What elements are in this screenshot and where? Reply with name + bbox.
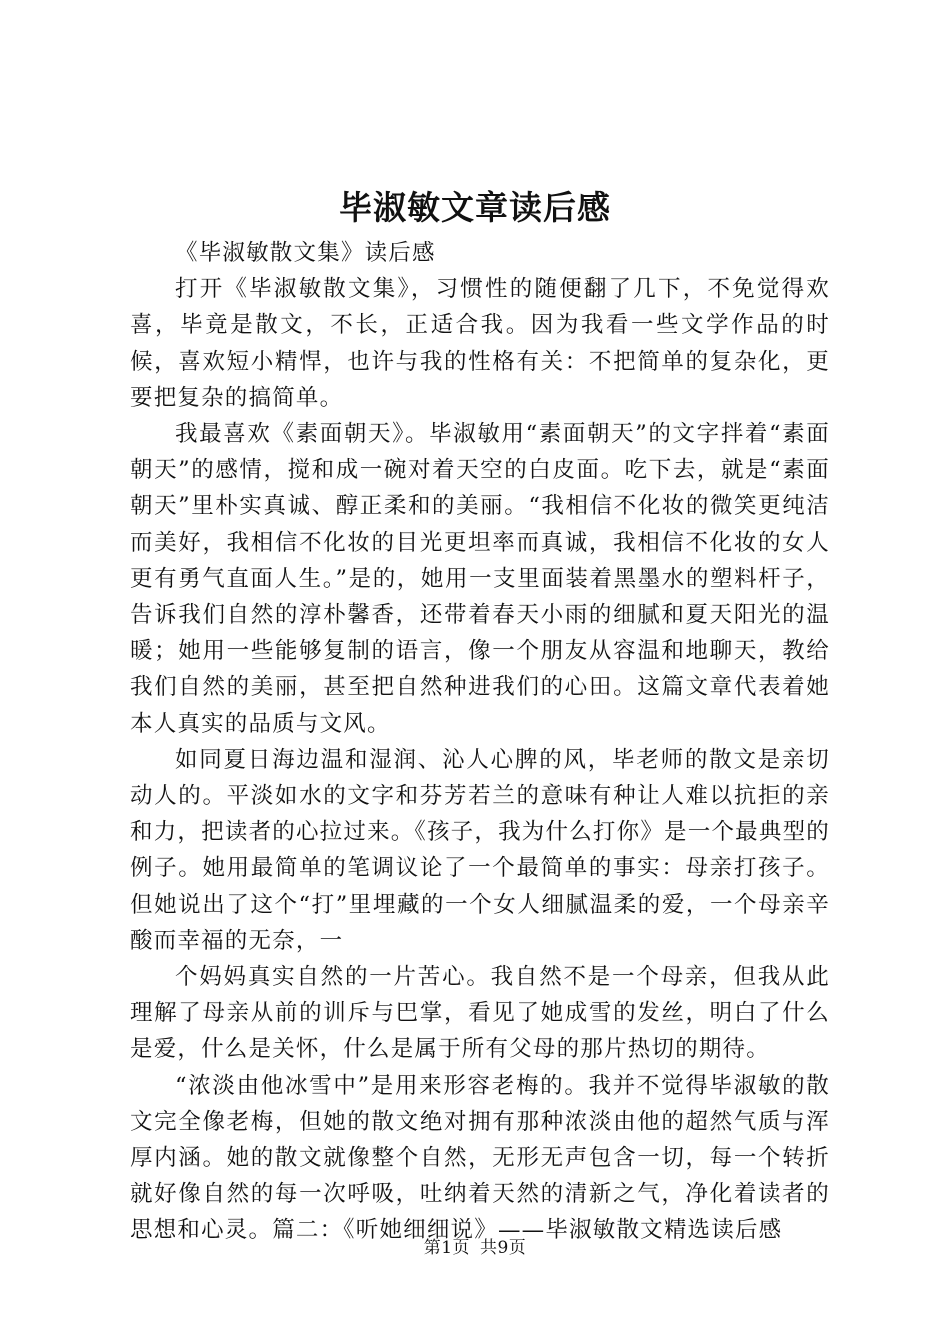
page-footer bbox=[0, 1236, 950, 1260]
paragraph: 如同夏日海边温和湿润、沁人心脾的风，毕老师的散文是亲切动人的。平淡如水的文字和芬芳若兰的意味有种让人难以抗拒的亲和力，把读者的心拉过来。《孩子，我为什么打你》是一个最典型的例子。她用最简单的笔调议论了一个最简单的事实：母亲打孩子。但她说出了这个“打”里埋藏的一个女人细腻温柔的爱，一个母亲辛酸而幸福的无奈，一 bbox=[130, 746, 830, 954]
page-total: 共9页 bbox=[479, 1238, 527, 1258]
document-title: 毕淑敏文章读后感 bbox=[339, 188, 611, 227]
paragraph: 打开《毕淑敏散文集》，习惯性的随便翻了几下，不免觉得欢喜，毕竟是散文，不长，正适合我。因为我看一些文学作品的时候，喜欢短小精悍，也许与我的性格有关：不把简单的复杂化，更要把复杂的搞简单。 bbox=[130, 276, 830, 411]
document-body bbox=[130, 235, 830, 1249]
paragraph-subtitle: 《毕淑敏散文集》读后感 bbox=[175, 240, 436, 266]
page-number: 第1页 bbox=[423, 1238, 471, 1258]
paragraph: 我最喜欢《素面朝天》。毕淑敏用“素面朝天”的文字拌着“素面朝天”的感情，搅和成一碗对着天空的白皮面。吃下去，就是“素面朝天”里朴实真诚、醇正柔和的美丽。“我相信不化妆的微笑更纯洁而美好，我相信不化妆的目光更坦率而真诚，我相信不化妆的女人更有勇气直面人生。”是的，她用一支里面装着黑墨水的塑料杆子，告诉我们自然的淳朴馨香，还带着春天小雨的细腻和夏天阳光的温暖；她用一些能够复制的语言，像一个朋友从容温和地聊天，教给我们自然的美丽，甚至把自然种进我们的心田。这篇文章代表着她本人真实的品质与文风。 bbox=[130, 421, 830, 737]
paragraph: “浓淡由他冰雪中”是用来形容老梅的。我并不觉得毕淑敏的散文完全像老梅，但她的散文绝对拥有那种浓淡由他的超然气质与浑厚内涵。她的散文就像整个自然，无形无声包含一切，每一个转折就好像自然的每一次呼吸，吐纳着天然的清新之气，净化着读者的思想和心灵。篇二：《听她细细说》——毕淑敏散文精选读后感 bbox=[130, 1072, 830, 1244]
paragraph: 个妈妈真实自然的一片苦心。我自然不是一个母亲，但我从此理解了母亲从前的训斥与巴掌，看见了她成雪的发丝，明白了什么是爱，什么是关怀，什么是属于所有父母的那片热切的期待。 bbox=[130, 964, 830, 1063]
